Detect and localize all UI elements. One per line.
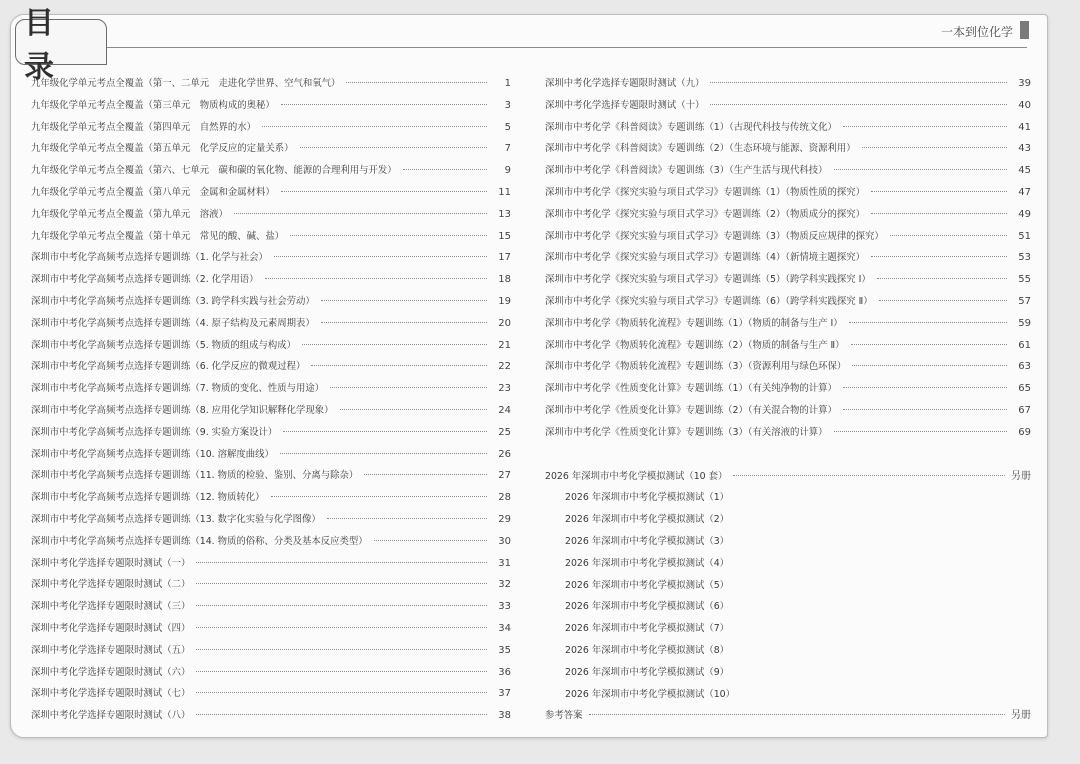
toc-entry-page: 25 [498, 426, 511, 438]
toc-entry[interactable] [31, 247, 511, 269]
toc-entry[interactable] [31, 204, 511, 226]
toc-entry[interactable] [31, 509, 511, 531]
section-gap [545, 444, 1031, 466]
toc-entry[interactable] [31, 574, 511, 596]
toc-entry-page: 20 [498, 317, 511, 329]
toc-entry-title: 深圳市中考化学《物质转化流程》专题训练（3）（资源利用与绿色环保） [545, 361, 847, 373]
toc-entry[interactable] [31, 531, 511, 553]
mock-section-heading[interactable] [545, 466, 1031, 488]
toc-entry[interactable] [545, 291, 1031, 313]
toc-entry-page: 37 [498, 688, 511, 700]
toc-leader-dots [280, 453, 487, 454]
toc-entry-title: 深圳市中考化学高频考点选择专题训练（12. 物质转化） [31, 492, 265, 504]
toc-entry[interactable] [545, 204, 1031, 226]
toc-entry-page: 21 [498, 339, 511, 351]
toc-leader-dots [234, 213, 487, 214]
toc-entry-title: 九年级化学单元考点全覆盖（第六、七单元 碳和碳的氧化物、能源的合理利用与开发） [31, 165, 397, 177]
toc-entry-title: 深圳市中考化学高频考点选择专题训练（6. 化学反应的微观过程） [31, 361, 306, 373]
toc-entry-page: 1 [504, 78, 511, 89]
toc-entry-title: 深圳市中考化学《科普阅读》专题训练（1）（古现代科技与传统文化） [545, 121, 837, 133]
toc-entry-page: 40 [1018, 99, 1031, 111]
toc-entry-page: 47 [1018, 186, 1031, 198]
toc-entry-page: 3 [504, 99, 511, 111]
toc-entry-page: 31 [498, 557, 511, 569]
toc-entry-title: 2026 年深圳市中考化学模拟测试（5） [565, 579, 730, 591]
toc-entry-page: 15 [498, 230, 511, 242]
toc-entry[interactable] [545, 378, 1031, 400]
toc-entry-title: 深圳中考化学选择专题限时测试（四） [31, 622, 191, 634]
toc-entry-title: 深圳市中考化学高频考点选择专题训练（14. 物质的俗称、分类及基本反应类型） [31, 535, 368, 547]
toc-leader-dots [271, 496, 487, 497]
toc-entry-page: 19 [498, 295, 511, 307]
toc-leader-dots [403, 169, 487, 170]
toc-entry-page: 53 [1018, 252, 1031, 264]
toc-entry[interactable] [31, 422, 511, 444]
toc-leader-dots [281, 191, 487, 192]
toc-left-column [31, 73, 511, 727]
toc-entry-title: 深圳中考化学选择专题限时测试（一） [31, 557, 191, 569]
toc-entry-title: 深圳市中考化学高频考点选择专题训练（7. 物质的变化、性质与用途） [31, 383, 325, 395]
toc-entry-title: 九年级化学单元考点全覆盖（第四单元 自然界的水） [31, 121, 257, 133]
toc-entry[interactable] [545, 269, 1031, 291]
toc-entry-title: 深圳中考化学选择专题限时测试（七） [31, 688, 191, 700]
toc-entry[interactable] [31, 487, 511, 509]
toc-entry-page: 30 [498, 535, 511, 547]
toc-entry-page: 61 [1018, 339, 1031, 351]
answers-entry[interactable] [545, 705, 1031, 727]
toc-entry-title: 2026 年深圳市中考化学模拟测试（8） [565, 644, 730, 656]
toc-entry[interactable] [545, 509, 1031, 531]
toc-entry[interactable] [31, 662, 511, 684]
toc-entry-title: 2026 年深圳市中考化学模拟测试（4） [565, 557, 730, 569]
toc-entry-title: 深圳市中考化学《性质变化计算》专题训练（3）（有关溶液的计算） [545, 426, 828, 438]
toc-entry[interactable] [545, 73, 1031, 95]
toc-leader-dots [733, 475, 1005, 476]
toc-leader-dots [374, 540, 487, 541]
toc-entry-title: 深圳市中考化学《性质变化计算》专题训练（1）（有关纯净物的计算） [545, 383, 837, 395]
toc-leader-dots [346, 82, 487, 83]
toc-entry[interactable] [31, 553, 511, 575]
toc-entry-title: 九年级化学单元考点全覆盖（第九单元 溶液） [31, 208, 228, 220]
toc-entry-page: 9 [504, 165, 511, 177]
toc-entry-title: 九年级化学单元考点全覆盖（第五单元 化学反应的定量关系） [31, 143, 294, 155]
toc-entry[interactable] [545, 247, 1031, 269]
toc-entry-title: 2026 年深圳市中考化学模拟测试（3） [565, 535, 730, 547]
toc-entry[interactable] [545, 160, 1031, 182]
toc-entry[interactable] [545, 182, 1031, 204]
toc-entry-page: 28 [498, 492, 511, 504]
toc-entry-title: 深圳市中考化学高频考点选择专题训练（2. 化学用语） [31, 274, 259, 286]
toc-entry[interactable] [31, 291, 511, 313]
toc-leader-dots [196, 671, 487, 672]
header-rule [107, 47, 1027, 48]
toc-entry-title: 2026 年深圳市中考化学模拟测试（10） [565, 688, 736, 700]
toc-entry[interactable] [545, 684, 1031, 706]
toc-entry-title: 深圳市中考化学《物质转化流程》专题训练（2）（物质的制备与生产 Ⅱ） [545, 339, 845, 351]
toc-entry-page: 32 [498, 579, 511, 591]
toc-entry-title: 深圳市中考化学《探究实验与项目式学习》专题训练（6）（跨学科实践探究 Ⅱ） [545, 295, 873, 307]
toc-leader-dots [879, 300, 1007, 301]
toc-entry[interactable] [31, 335, 511, 357]
toc-entry[interactable] [31, 378, 511, 400]
toc-leader-dots [321, 322, 487, 323]
toc-entry[interactable] [31, 117, 511, 139]
toc-leader-dots [265, 278, 487, 279]
toc-entry-title: 九年级化学单元考点全覆盖（第十单元 常见的酸、碱、盐） [31, 230, 285, 242]
toc-entry[interactable] [31, 313, 511, 335]
toc-entry-page: 29 [498, 513, 511, 525]
toc-entry-page: 18 [498, 274, 511, 286]
toc-leader-dots [283, 431, 487, 432]
toc-entry[interactable] [31, 356, 511, 378]
toc-entry[interactable] [545, 313, 1031, 335]
toc-entry-title: 深圳市中考化学《探究实验与项目式学习》专题训练（3）（物质反应规律的探究） [545, 230, 884, 242]
toc-entry-title: 深圳市中考化学《探究实验与项目式学习》专题训练（4）（新情境主题探究） [545, 252, 866, 264]
toc-right-column [545, 73, 1031, 727]
toc-entry-title: 深圳市中考化学高频考点选择专题训练（8. 应用化学知识解释化学现象） [31, 404, 334, 416]
toc-leader-dots [843, 126, 1007, 127]
toc-leader-dots [196, 692, 487, 693]
toc-leader-dots [281, 104, 487, 105]
toc-entry[interactable] [31, 138, 511, 160]
toc-leader-dots [834, 431, 1007, 432]
toc-entry-page: 45 [1018, 165, 1031, 177]
toc-entry-title: 深圳市中考化学《科普阅读》专题训练（2）（生态环境与能源、资源利用） [545, 143, 856, 155]
toc-entry-page: 67 [1018, 404, 1031, 416]
toc-entry-page: 17 [498, 252, 511, 264]
toc-leader-dots [877, 278, 1007, 279]
toc-entry[interactable] [31, 95, 511, 117]
toc-entry-page: 36 [498, 666, 511, 678]
toc-entry-page: 41 [1018, 121, 1031, 133]
toc-entry[interactable] [31, 73, 511, 95]
toc-entry-title: 深圳市中考化学高频考点选择专题训练（13. 数字化实验与化学图像） [31, 513, 321, 525]
toc-leader-dots [851, 344, 1008, 345]
toc-entry-page: 38 [498, 710, 511, 722]
toc-leader-dots [327, 518, 487, 519]
toc-entry[interactable] [31, 465, 511, 487]
toc-entry-title: 深圳市中考化学《探究实验与项目式学习》专题训练（1）（物质性质的探究） [545, 186, 866, 198]
toc-entry-page: 55 [1018, 274, 1031, 286]
toc-entry-title: 深圳市中考化学《性质变化计算》专题训练（2）（有关混合物的计算） [545, 404, 837, 416]
toc-leader-dots [196, 605, 487, 606]
toc-leader-dots [196, 583, 487, 584]
toc-leader-dots [871, 213, 1007, 214]
toc-entry-page: 69 [1018, 426, 1031, 438]
toc-entry[interactable] [545, 226, 1031, 248]
toc-entry-title: 2026 年深圳市中考化学模拟测试（2） [565, 514, 730, 526]
toc-entry-title: 深圳市中考化学高频考点选择专题训练（11. 物质的检验、鉴别、分离与除杂） [31, 470, 359, 482]
toc-page [10, 6, 1048, 738]
toc-entry-page: 22 [498, 361, 511, 373]
toc-entry-page: 24 [498, 404, 511, 416]
toc-entry-page: 35 [498, 644, 511, 656]
toc-entry-title: 深圳市中考化学高频考点选择专题训练（3. 跨学科实践与社会劳动） [31, 295, 315, 307]
toc-entry-page: 26 [498, 448, 511, 460]
toc-leader-dots [843, 409, 1007, 410]
toc-entry[interactable] [545, 618, 1031, 640]
toc-entry-title: 九年级化学单元考点全覆盖（第一、二单元 走进化学世界、空气和氧气） [31, 78, 341, 89]
toc-leader-dots [330, 387, 487, 388]
toc-entry[interactable] [545, 531, 1031, 553]
toc-entry-page: 33 [498, 601, 511, 613]
toc-entry-title: 深圳市中考化学《探究实验与项目式学习》专题训练（5）（跨学科实践探究 Ⅰ） [545, 274, 871, 286]
toc-entry-page: 43 [1018, 143, 1031, 155]
toc-leader-dots [196, 562, 487, 563]
toc-entry-title: 2026 年深圳市中考化学模拟测试（6） [565, 601, 730, 613]
toc-entry-page: 49 [1018, 208, 1031, 220]
toc-leader-dots [274, 256, 487, 257]
toc-entry[interactable] [31, 160, 511, 182]
toc-entry-title: 2026 年深圳市中考化学模拟测试（10 套） [545, 470, 728, 482]
toc-leader-dots [311, 365, 487, 366]
toc-entry-page: 另册 [1011, 470, 1031, 482]
toc-entry-page: 5 [504, 121, 511, 133]
toc-entry-title: 深圳中考化学选择专题限时测试（三） [31, 601, 191, 613]
toc-entry-title: 深圳市中考化学高频考点选择专题训练（1. 化学与社会） [31, 252, 268, 264]
toc-leader-dots [364, 474, 487, 475]
toc-entry-title: 深圳市中考化学高频考点选择专题训练（4. 原子结构及元素周期表） [31, 317, 315, 329]
toc-entry[interactable] [31, 182, 511, 204]
toc-entry[interactable] [545, 662, 1031, 684]
toc-leader-dots [196, 627, 487, 628]
toc-entry[interactable] [545, 400, 1031, 422]
toc-entry[interactable] [545, 553, 1031, 575]
toc-leader-dots [871, 191, 1007, 192]
toc-entry[interactable] [545, 487, 1031, 509]
toc-entry[interactable] [545, 575, 1031, 597]
toc-entry[interactable] [31, 705, 511, 727]
toc-entry-title: 深圳市中考化学高频考点选择专题训练（9. 实验方案设计） [31, 426, 278, 438]
toc-entry[interactable] [31, 444, 511, 466]
toc-entry-page: 59 [1018, 317, 1031, 329]
toc-entry-title: 深圳市中考化学《物质转化流程》专题训练（1）（物质的制备与生产 Ⅰ） [545, 317, 843, 329]
toc-entry-title: 深圳中考化学选择专题限时测试（九） [545, 78, 705, 89]
toc-leader-dots [852, 365, 1007, 366]
toc-leader-dots [710, 82, 1007, 83]
toc-entry-title: 深圳市中考化学《科普阅读》专题训练（3）（生产生活与现代科技） [545, 165, 828, 177]
bookmark-icon [1020, 21, 1029, 39]
toc-right-entries [545, 73, 1031, 444]
toc-leader-dots [862, 147, 1007, 148]
toc-entry[interactable] [31, 618, 511, 640]
book-title: 一本到位化学 [940, 25, 1013, 39]
toc-entry[interactable] [31, 400, 511, 422]
toc-entry-page: 27 [498, 470, 511, 482]
toc-leader-dots [843, 387, 1007, 388]
toc-entry[interactable] [31, 269, 511, 291]
toc-leader-dots [321, 300, 487, 301]
toc-leader-dots [834, 169, 1007, 170]
toc-entry-page: 39 [1018, 78, 1031, 89]
toc-entry-title: 深圳中考化学选择专题限时测试（五） [31, 644, 191, 656]
toc-entry-page: 另册 [1011, 710, 1031, 722]
toc-entry-page: 23 [498, 383, 511, 395]
toc-leader-dots [890, 235, 1007, 236]
toc-entry-title: 2026 年深圳市中考化学模拟测试（1） [565, 492, 730, 504]
page-title: 目 录 [15, 19, 107, 65]
toc-entry-title: 深圳市中考化学高频考点选择专题训练（5. 物质的组成与构成） [31, 339, 297, 351]
toc-leader-dots [849, 322, 1007, 323]
toc-entry[interactable] [545, 640, 1031, 662]
mock-section-items [545, 487, 1031, 705]
toc-entry[interactable] [545, 596, 1031, 618]
toc-leader-dots [262, 126, 487, 127]
toc-entry-page: 57 [1018, 295, 1031, 307]
toc-leader-dots [871, 256, 1007, 257]
toc-leader-dots [340, 409, 487, 410]
toc-leader-dots [710, 104, 1007, 105]
toc-entry-page: 13 [498, 208, 511, 220]
toc-entry-title: 深圳市中考化学高频考点选择专题训练（10. 溶解度曲线） [31, 448, 274, 460]
toc-entry-page: 65 [1018, 383, 1031, 395]
toc-entry-page: 34 [498, 622, 511, 634]
toc-entry[interactable] [31, 226, 511, 248]
toc-entry-title: 九年级化学单元考点全覆盖（第八单元 金属和金属材料） [31, 186, 275, 198]
toc-entry[interactable] [31, 596, 511, 618]
toc-entry[interactable] [545, 138, 1031, 160]
toc-entry-title: 深圳中考化学选择专题限时测试（二） [31, 579, 191, 591]
toc-leader-dots [300, 147, 487, 148]
toc-entry[interactable] [545, 422, 1031, 444]
toc-leader-dots [302, 344, 487, 345]
toc-entry-title: 九年级化学单元考点全覆盖（第三单元 物质构成的奥秘） [31, 99, 275, 111]
toc-leader-dots [196, 649, 487, 650]
toc-entry[interactable] [545, 356, 1031, 378]
toc-entry-title: 参考答案 [545, 710, 583, 722]
toc-entry-page: 11 [498, 186, 511, 198]
toc-entry[interactable] [545, 95, 1031, 117]
toc-entry-title: 2026 年深圳市中考化学模拟测试（7） [565, 623, 730, 635]
toc-entry[interactable] [545, 335, 1031, 357]
toc-entry-page: 63 [1018, 361, 1031, 373]
toc-leader-dots [196, 714, 487, 715]
toc-entry-title: 深圳中考化学选择专题限时测试（八） [31, 710, 191, 722]
toc-leader-dots [589, 714, 1005, 715]
toc-entry-title: 深圳中考化学选择专题限时测试（六） [31, 666, 191, 678]
toc-entry[interactable] [31, 683, 511, 705]
toc-entry-page: 7 [504, 143, 511, 155]
toc-entry-page: 51 [1018, 230, 1031, 242]
toc-entry-title: 2026 年深圳市中考化学模拟测试（9） [565, 666, 730, 678]
toc-entry-title: 深圳中考化学选择专题限时测试（十） [545, 99, 705, 111]
toc-entry[interactable] [545, 117, 1031, 139]
toc-leader-dots [290, 235, 487, 236]
toc-entry-title: 深圳市中考化学《探究实验与项目式学习》专题训练（2）（物质成分的探究） [545, 208, 866, 220]
toc-entry[interactable] [31, 640, 511, 662]
